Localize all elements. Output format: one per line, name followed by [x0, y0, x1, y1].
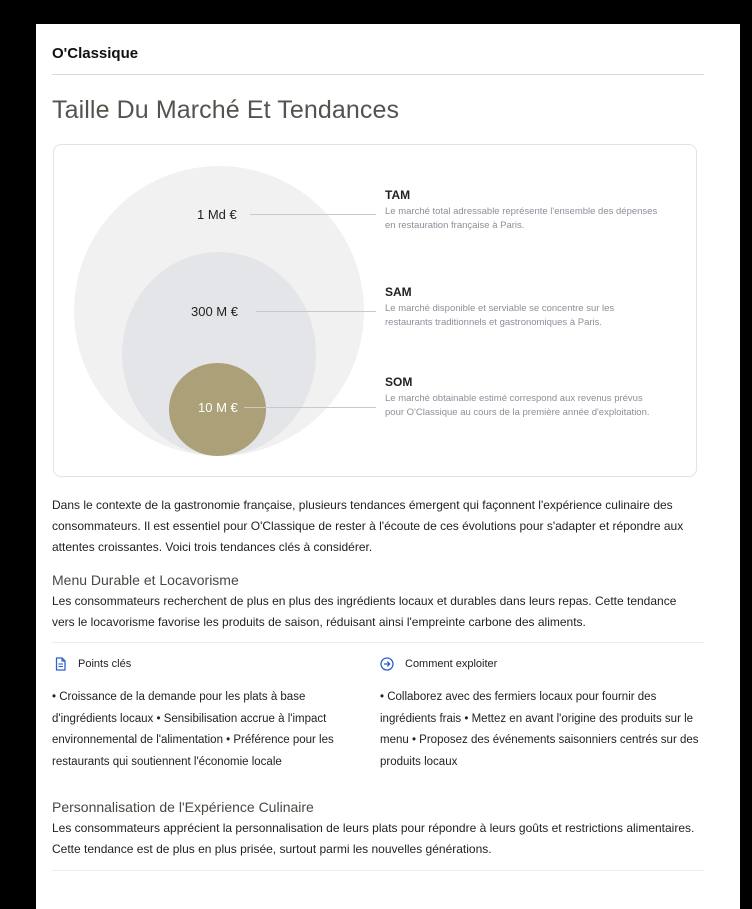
trend-2-description: Les consommateurs apprécient la personnalisation de leurs plats pour répondre à leurs goûts et restrictions alimentaires. Cette tendance est de plus en plus prisée, surtout parmi les nouvelles générations.: [52, 821, 695, 856]
key-points-list: • Croissance de la demande pour les plats à base d'ingrédients locaux • Sensibilisation accrue à l'impact environnemental de l'alimentation • Préférence pour les restaurants qui soutiennent l'économie locale: [52, 691, 334, 768]
market-size-card: [53, 144, 697, 477]
sam-description: Le marché disponible et serviable se concentre sur les restaurants traditionnels et gastronomiques à Paris.: [385, 303, 615, 328]
key-points-label: Points clés: [78, 658, 132, 670]
som-title: SOM: [385, 375, 413, 389]
section-title: Taille Du Marché Et Tendances: [52, 96, 400, 124]
tam-value: 1 Md €: [197, 207, 237, 222]
trend-2-divider: [52, 870, 704, 871]
som-description: Le marché obtainable estimé correspond aux revenus prévus pour O'Classique au cours de la première année d'exploitation.: [385, 393, 650, 418]
trend-2-title: Personnalisation de l'Expérience Culinaire: [52, 799, 314, 815]
exploit-header: [380, 657, 497, 671]
som-value: 10 M €: [198, 400, 238, 415]
exploit-list: • Collaborez avec des fermiers locaux pour fournir des ingrédients frais • Mettez en avant l'origine des produits sur le menu • Proposez des événements saisonniers centrés sur des produits locaux: [380, 691, 699, 768]
tam-title: TAM: [385, 188, 411, 202]
header-divider: [52, 74, 704, 75]
som-connector: [244, 407, 376, 408]
sam-value: 300 M €: [191, 304, 238, 319]
tam-description: Le marché total adressable représente l'ensemble des dépenses en restauration française à Paris.: [385, 206, 658, 231]
trend-1-divider: [52, 642, 704, 643]
brand-name: O'Classique: [52, 45, 139, 62]
trend-1-title: Menu Durable et Locavorisme: [52, 572, 239, 588]
sam-connector: [256, 311, 376, 312]
document-page: [36, 24, 740, 909]
intro-paragraph: Dans le contexte de la gastronomie française, plusieurs tendances émergent qui façonnent l'expérience culinaire des consommateurs. Il est essentiel pour O'Classique de rester à l'écoute de ces évolutions pour s'adapter et répondre aux attentes croissantes. Voici trois tendances clés à considérer.: [52, 498, 684, 554]
sam-title: SAM: [385, 285, 412, 299]
arrow-circle-right-icon: [380, 657, 394, 671]
exploit-label: Comment exploiter: [405, 658, 498, 670]
tam-connector: [250, 214, 376, 215]
trend-1-description: Les consommateurs recherchent de plus en plus des ingrédients locaux et durables dans leurs repas. Cette tendance vers le locavorisme favorise les produits de saison, réduisant ainsi l'empreinte carbone des aliments.: [52, 594, 677, 629]
key-points-header: [54, 657, 131, 671]
document-icon: [54, 657, 67, 671]
